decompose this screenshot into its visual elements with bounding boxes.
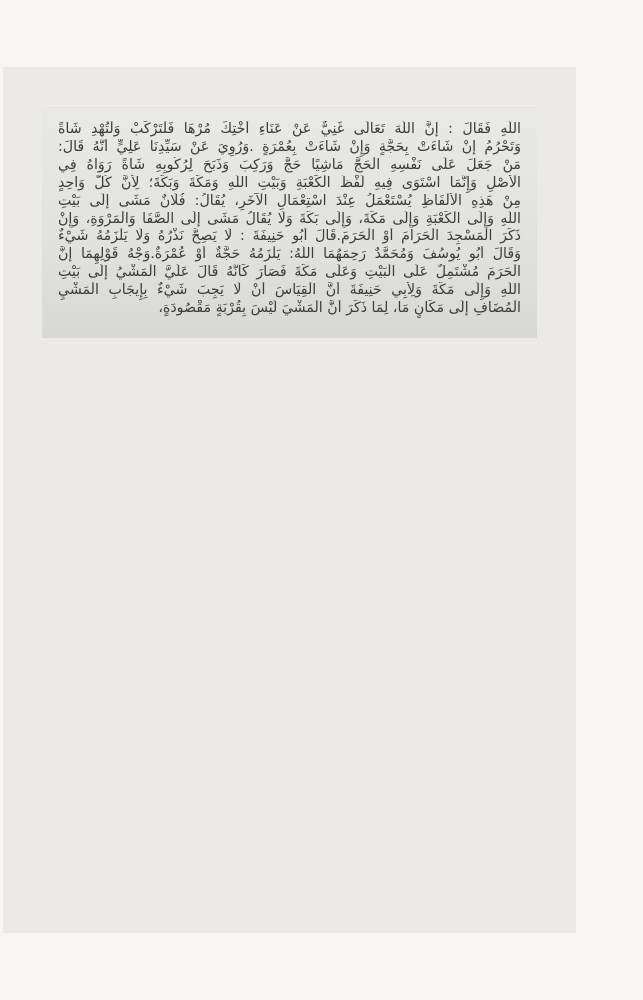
text-line-5: مِنْ هَذِهِ الْأَلْفَاظِ يُسْتَعْمَلُ عِنْدَ اسْتِعْمَالِ الْآخَرِ، يُقَالُ: فُلَانٌ مَشَى إلَى بَيْتِ (58, 192, 521, 209)
text-line-2: وَتَحْرُمُ إنْ شَاءَتْ بِحَجَّةٍ وَإِنْ شَاءَتْ بِعُمْرَةٍ .وَرُوِيَ عَنْ سَيِّدِنَا عَلِيٍّ أَنَّهُ قَالَ: (58, 138, 521, 155)
text-line-8: وَقَالَ أَبُو يُوسُفَ وَمُحَمَّدٌ رَحِمَهُمَا اللَّهُ: يَلْزَمُهُ حَجَّةٌ أَوْ عُمْرَةٌ.وَجْهُ قَوْلِهِمَا إنَّ (58, 246, 521, 263)
text-line-3: مَنْ جَعَلَ عَلَى نَفْسِهِ الْحَجَّ مَاشِيًا حَجَّ وَرَكِبَ وَذَبَحَ لِرُكُوبِهِ شَاةً رَوَاهُ فِي (58, 156, 521, 173)
text-line-1: اللَّهِ فَقَالَ : إنَّ اللَّهَ تَعَالَى غَنِيٌّ عَنْ عَنَاءِ أُخْتِكَ مُرْهَا فَلْتَرْكَبْ وَلْتُهْدِ شَاةً (58, 121, 521, 137)
text-excerpt (42, 105, 537, 338)
document-page (3, 67, 576, 933)
text-line-9: الْحَرَمَ مُشْتَمِلٌ عَلَى الْبَيْتِ وَعَلَى مَكَّةَ فَصَارَ كَأَنَّهُ قَالَ عَلَيَّ الْمَشْيُ إلَى بَيْتِ (58, 264, 521, 281)
text-line-4: الْأَصْلِ وَإِنَّمَا اسْتَوَى فِيهِ لَفْظُ الْكَعْبَةِ وَبَيْتِ اللَّهِ وَمَكَّةَ وَبَكَّةَ؛ لِأَنَّ كُلَّ وَاحِدٍ (58, 174, 521, 191)
text-line-6: اللَّهِ وَإِلَى الْكَعْبَةِ وَإِلَى مَكَّةَ، وَإِلَى بَكَّةَ وَلَا يُقَالُ مَشَى إلَى الصَّفَا وَالْمَرْوَةِ، وَإِنْ (58, 210, 521, 227)
text-line-7: ذَكَرَ الْمَسْجِدَ الْحَرَامَ أَوْ الْحَرَمَ.قَالَ أَبُو حَنِيفَةَ : لَا يَصِحُّ نَذْرُهُ وَلَا يَلْزَمُهُ شَيْءٌ (58, 228, 521, 245)
text-line-11: الْمُضَافِ إلَى مَكَانٍ مَا، لِمَا ذَكَرَ أَنَّ الْمَشْيَ لَيْسَ بِقُرْبَةٍ مَقْصُودَةٍ، (158, 300, 521, 317)
paragraph (58, 121, 521, 318)
text-line-10: اللَّهِ وَإِلَى مَكَّةَ وَلِأَبِي حَنِيفَةَ أَنَّ الْقِيَاسَ أَنْ لَا يَجِبَ شَيْءٌ بِإِيجَابِ الْمَشْيِ (58, 282, 521, 299)
